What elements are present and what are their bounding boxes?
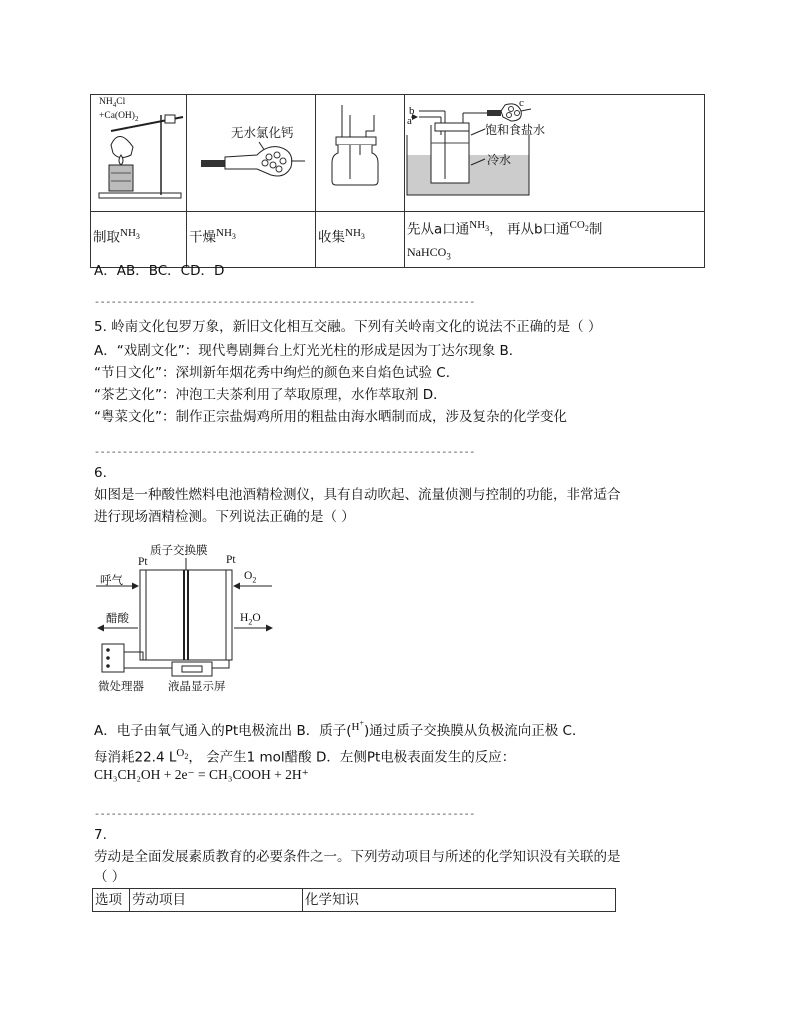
separator: -------------------------------------------------------------------- xyxy=(94,810,475,821)
gas-bottle-drawing xyxy=(316,95,404,207)
q6-options-line: 每消耗22.4 $L^{O_2}$， 会产生1 mol醋酸 D．左侧Pt电极表面发生的反应： xyxy=(94,747,516,766)
apparatus-cell-3 xyxy=(316,95,405,212)
q5-stem: 5. 岭南文化包罗万象，新旧文化相互交融。下列有关岭南文化的说法不正确的是（ ） xyxy=(94,319,602,335)
caption-cell-4: 先从a口通$^{NH_3}$， 再从b口通$^{CO_2}$制 NaHCO$_3$ xyxy=(405,212,705,268)
lcd-label: 液晶显示屏 xyxy=(168,679,226,693)
separator: -------------------------------------------------------------------- xyxy=(94,298,475,309)
q7-table xyxy=(92,888,616,912)
header-labor-item: 劳动项目 xyxy=(130,889,303,912)
port-b-label: b xyxy=(409,105,415,117)
membrane-label: 质子交换膜 xyxy=(150,543,208,557)
caption-cell-3: 收集$^{NH_3}$ xyxy=(316,212,405,268)
header-chem-knowledge: 化学知识 xyxy=(303,889,616,912)
q6-stem: 进行现场酒精检测。下列说法正确的是（ ） xyxy=(94,509,355,525)
apparatus-cell-1 xyxy=(91,95,187,212)
q7-stem: （ ） xyxy=(94,869,126,885)
q4-options: A．AB．BC．CD．D xyxy=(94,263,225,279)
q5-option-line: A．“戏剧文化”：现代粤剧舞台上灯光光柱的形成是因为丁达尔现象 B． xyxy=(94,343,523,359)
pt-right-label: Pt xyxy=(226,554,236,566)
q6-number: 6. xyxy=(94,465,107,481)
apparatus-cell-2 xyxy=(187,95,316,212)
breath-label: 呼气 xyxy=(100,573,123,587)
apparatus-cell-4 xyxy=(405,95,705,212)
anhydrous-cacl2-label: 无水氯化钙 xyxy=(231,125,294,140)
fuel-cell-diagram xyxy=(94,540,274,700)
caption-cell-2: 干燥$^{NH_3}$ xyxy=(187,212,316,268)
o2-label: $O_2$ xyxy=(244,570,257,585)
q6-stem: 如图是一种酸性燃料电池酒精检测仪，具有自动吹起、流量侦测与控制的功能，非常适合 xyxy=(94,487,621,503)
header-option: 选项 xyxy=(93,889,130,912)
port-a-label: a xyxy=(407,115,412,127)
apparatus-table xyxy=(90,94,705,268)
drying-tube-drawing xyxy=(187,95,315,207)
q7-stem: 劳动是全面发展素质教育的必要条件之一。下列劳动项目与所述的化学知识没有关联的是 xyxy=(94,849,621,865)
q5-option-line: “粤菜文化”：制作正宗盐焗鸡所用的粗盐由海水晒制而成，涉及复杂的化学变化 xyxy=(94,409,567,425)
cold-water-label: 冷水 xyxy=(487,153,512,167)
caption-cell-1: 制取$^{NH_3}$ xyxy=(91,212,187,268)
pt-left-label: Pt xyxy=(138,556,148,568)
brine-label: 饱和食盐水 xyxy=(485,123,546,137)
q5-option-line: “茶艺文化”：冲泡工夫茶利用了萃取原理，水作萃取剂 D． xyxy=(94,387,447,403)
port-c-label: c xyxy=(519,97,524,109)
processor-label: 微处理器 xyxy=(98,679,144,693)
q7-number: 7. xyxy=(94,827,107,843)
q5-option-line: “节日文化”：深圳新年烟花秀中绚烂的颜色来自焰色试验 C． xyxy=(94,365,460,381)
nahco3-apparatus-drawing xyxy=(405,95,704,207)
reagent-label: $NH_4Cl$ $+Ca(OH)_2$ xyxy=(99,97,139,123)
separator: -------------------------------------------------------------------- xyxy=(94,448,475,459)
q6-equation: CH₃CH₂OH + 2e⁻ = CH₃COOH + 2H⁺ xyxy=(94,767,309,782)
acetic-acid-label: 醋酸 xyxy=(106,611,129,625)
q6-options-line: A．电子由氧气通入的Pt电极流出 B．质子($^{H^+}$)通过质子交换膜从负极流向正极 C． xyxy=(94,718,586,740)
heating-apparatus-drawing xyxy=(91,95,186,207)
h2o-label: $H_2O$ xyxy=(240,612,261,627)
